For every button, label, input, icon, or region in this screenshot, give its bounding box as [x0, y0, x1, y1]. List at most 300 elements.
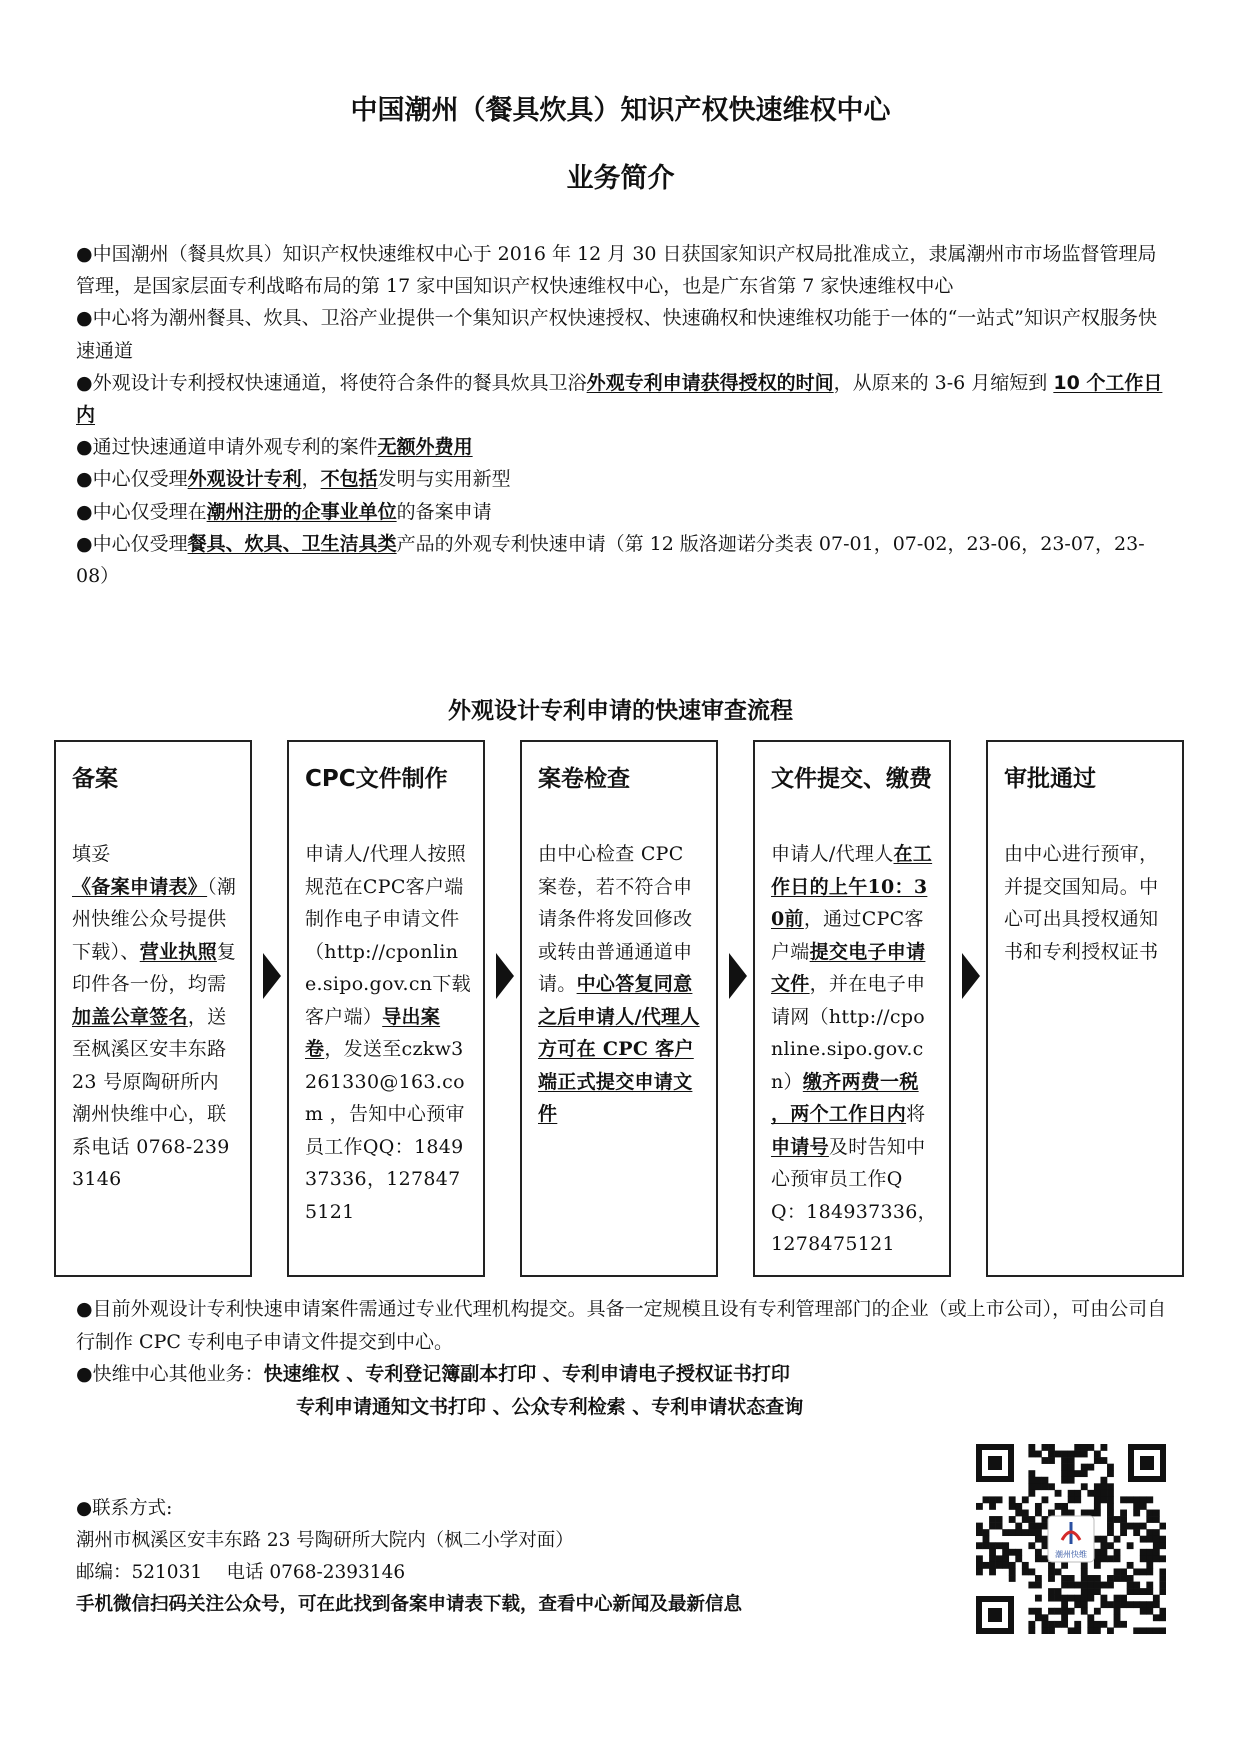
qr-module — [1094, 1608, 1101, 1615]
qr-module — [1087, 1490, 1094, 1497]
qr-module — [1107, 1529, 1114, 1536]
qr-module — [1081, 1595, 1088, 1602]
step-body: 填妥《备案申请表》（潮州快维公众号提供下载）、营业执照复印件各一份，均需加盖公章签名，送至枫溪区安丰东路 23 号原陶研所内潮州快维中心，联系电话 0768-2393146 — [72, 843, 237, 1190]
qr-module — [1146, 1549, 1153, 1556]
qr-module — [1159, 1568, 1166, 1575]
qr-module — [1094, 1457, 1101, 1464]
qr-module — [1061, 1470, 1068, 1477]
qr-module — [989, 1542, 996, 1549]
step-title: 审批通过 — [1004, 766, 1096, 792]
qr-module — [1133, 1523, 1140, 1530]
qr-module — [1153, 1510, 1160, 1517]
qr-module — [1094, 1575, 1101, 1582]
qr-module — [1087, 1614, 1094, 1621]
qr-module — [996, 1542, 1003, 1549]
qr-module — [1028, 1542, 1035, 1549]
qr-module — [1022, 1510, 1029, 1517]
qr-module — [1022, 1529, 1029, 1536]
qr-module — [1035, 1608, 1042, 1615]
qr-module — [1074, 1601, 1081, 1608]
qr-module — [989, 1562, 996, 1569]
qr-module — [1133, 1588, 1140, 1595]
qr-module — [976, 1555, 983, 1562]
qr-module — [1153, 1542, 1160, 1549]
qr-module — [1074, 1490, 1081, 1497]
qr-module — [1094, 1451, 1101, 1458]
qr-module — [1146, 1627, 1153, 1634]
qr-module — [1061, 1510, 1068, 1517]
qr-module — [1015, 1529, 1022, 1536]
qr-module — [1133, 1601, 1140, 1608]
qr-module — [1133, 1529, 1140, 1536]
qr-module — [1035, 1477, 1042, 1484]
qr-module — [1107, 1627, 1114, 1634]
qr-module — [1120, 1568, 1127, 1575]
qr-module — [1114, 1555, 1121, 1562]
intro-paragraph-5: ●中心仅受理外观设计专利，不包括发明与实用新型 — [76, 468, 511, 491]
qr-module — [1048, 1483, 1055, 1490]
qr-module — [1153, 1555, 1160, 1562]
qr-module — [1140, 1608, 1147, 1615]
note-agency-requirement: ●目前外观设计专利快速申请案件需通过专业代理机构提交。具备一定规模且设有专利管理部门的企业（或上市公司），可由公司自行制作 CPC 专利电子申请文件提交到中心。 — [76, 1298, 1167, 1353]
qr-module — [1028, 1627, 1035, 1634]
qr-module — [1068, 1575, 1075, 1582]
step-body: 由中心进行预审，并提交国知局。中心可出具授权通知书和专利授权证书 — [1004, 843, 1159, 963]
qr-module — [1153, 1536, 1160, 1543]
qr-module — [1009, 1529, 1016, 1536]
qr-module — [1074, 1470, 1081, 1477]
qr-module — [1009, 1568, 1016, 1575]
intro-paragraph-1: ●中国潮州（餐具炊具）知识产权快速维权中心于 2016 年 12 月 30 日获国家知识产权局批准成立，隶属潮州市市场监督管理局管理，是国家层面专利战略布局的第 17 家中国知识产权快速维权中心，也是广东省第 7 家快速维权中心 — [76, 243, 1157, 298]
qr-module — [1114, 1621, 1121, 1628]
qr-module — [1081, 1483, 1088, 1490]
qr-module — [1081, 1470, 1088, 1477]
qr-module — [983, 1529, 990, 1536]
qr-module — [1074, 1595, 1081, 1602]
qr-module — [1100, 1457, 1107, 1464]
qr-module — [1061, 1595, 1068, 1602]
qr-module — [1042, 1555, 1049, 1562]
qr-module — [1035, 1503, 1042, 1510]
qr-module — [1081, 1510, 1088, 1517]
qr-module — [1107, 1503, 1114, 1510]
qr-module — [1002, 1555, 1009, 1562]
contact-postcode-phone: 邮编：521031 电话 0768-2393146 — [76, 1562, 406, 1583]
arrow-right-icon — [729, 953, 747, 999]
qr-module — [1042, 1614, 1049, 1621]
qr-module — [1035, 1451, 1042, 1458]
qr-module — [1159, 1582, 1166, 1589]
qr-module — [1133, 1627, 1140, 1634]
qr-module — [1081, 1464, 1088, 1471]
qr-module — [983, 1496, 990, 1503]
qr-module — [1081, 1568, 1088, 1575]
qr-module — [1009, 1575, 1016, 1582]
qr-module — [1100, 1490, 1107, 1497]
qr-module — [1028, 1523, 1035, 1530]
qr-module — [1055, 1595, 1062, 1602]
qr-module — [1081, 1451, 1088, 1458]
qr-module — [1094, 1549, 1101, 1556]
qr-module — [1028, 1582, 1035, 1589]
qr-module — [1009, 1516, 1016, 1523]
qr-module — [1048, 1568, 1055, 1575]
qr-module — [1074, 1444, 1081, 1451]
qr-module — [1022, 1516, 1029, 1523]
qr-module — [1094, 1627, 1101, 1634]
qr-module — [1081, 1582, 1088, 1589]
qr-module — [1159, 1536, 1166, 1543]
qr-module — [1068, 1490, 1075, 1497]
qr-module — [1127, 1542, 1134, 1549]
qr-module — [1146, 1582, 1153, 1589]
qr-module — [1035, 1614, 1042, 1621]
qr-module — [1094, 1621, 1101, 1628]
qr-module — [1081, 1575, 1088, 1582]
qr-module — [1087, 1627, 1094, 1634]
qr-module — [1114, 1608, 1121, 1615]
qr-module — [989, 1516, 996, 1523]
qr-module — [1140, 1549, 1147, 1556]
qr-module — [1140, 1588, 1147, 1595]
qr-module — [996, 1496, 1003, 1503]
qr-module — [1048, 1575, 1055, 1582]
qr-module — [1048, 1595, 1055, 1602]
qr-module — [1015, 1523, 1022, 1530]
qr-module — [1087, 1510, 1094, 1517]
qr-module — [1159, 1588, 1166, 1595]
qr-module — [1153, 1601, 1160, 1608]
qr-module — [1100, 1542, 1107, 1549]
qr-module — [1100, 1483, 1107, 1490]
qr-logo-text: 潮州快维 — [1055, 1550, 1087, 1559]
qr-module — [983, 1562, 990, 1569]
qr-module — [1087, 1621, 1094, 1628]
qr-module — [1068, 1451, 1075, 1458]
qr-module — [1094, 1483, 1101, 1490]
qr-module — [1094, 1588, 1101, 1595]
qr-module — [1042, 1523, 1049, 1530]
qr-module — [1087, 1588, 1094, 1595]
qr-module — [976, 1542, 983, 1549]
qr-module — [1120, 1601, 1127, 1608]
qr-module — [1035, 1549, 1042, 1556]
qr-module — [1087, 1582, 1094, 1589]
intro-paragraph-3: ●外观设计专利授权快速通道，将使符合条件的餐具炊具卫浴外观专利申请获得授权的时间，从原来的 3-6 月缩短到 10 个工作日内 — [76, 371, 1163, 427]
intro-paragraph-7: ●中心仅受理餐具、炊具、卫生洁具类产品的外观专利快速申请（第 12 版洛迦诺分类表 07-01，07-02，23-06，23-07，23-08） — [76, 532, 1145, 588]
qr-module — [1100, 1582, 1107, 1589]
qr-module — [1028, 1608, 1035, 1615]
qr-module — [1094, 1490, 1101, 1497]
qr-module — [1015, 1549, 1022, 1556]
qr-module — [1068, 1582, 1075, 1589]
qr-module — [1061, 1582, 1068, 1589]
contact-address: 潮州市枫溪区安丰东路 23 号陶研所大院内（枫二小学对面） — [76, 1530, 574, 1551]
qr-module — [1140, 1523, 1147, 1530]
qr-module — [1140, 1627, 1147, 1634]
arrow-right-icon — [496, 953, 514, 999]
qr-module — [1048, 1562, 1055, 1569]
qr-module — [1009, 1496, 1016, 1503]
flow-step-approved — [986, 740, 1184, 1277]
qr-module — [1107, 1516, 1114, 1523]
qr-module — [1035, 1555, 1042, 1562]
qr-module — [1022, 1568, 1029, 1575]
qr-module — [1002, 1562, 1009, 1569]
qr-module — [1140, 1503, 1147, 1510]
qr-module — [1048, 1451, 1055, 1458]
qr-module — [1055, 1588, 1062, 1595]
flow-step-cpc-document — [287, 740, 485, 1277]
qr-module — [1002, 1549, 1009, 1556]
step-title: 文件提交、缴费 — [771, 766, 932, 792]
qr-module — [1146, 1568, 1153, 1575]
intro-section — [76, 238, 1172, 592]
qr-module — [1048, 1627, 1055, 1634]
qr-module — [1015, 1510, 1022, 1517]
notes-section — [76, 1293, 1172, 1391]
qr-module — [1042, 1542, 1049, 1549]
qr-module — [1100, 1536, 1107, 1543]
qr-module — [1153, 1549, 1160, 1556]
step-title: 备案 — [72, 766, 118, 792]
qr-module — [1022, 1496, 1029, 1503]
qr-module — [1094, 1510, 1101, 1517]
qr-module — [1048, 1457, 1055, 1464]
qr-module — [1055, 1568, 1062, 1575]
qr-module — [1074, 1627, 1081, 1634]
qr-module — [1087, 1444, 1094, 1451]
arrow-right-icon — [263, 953, 281, 999]
qr-module — [1120, 1496, 1127, 1503]
qr-module — [996, 1562, 1003, 1569]
qr-module — [1028, 1470, 1035, 1477]
step-body: 申请人/代理人按照规范在CPC客户端制作电子申请文件（http://cponline.sipo.gov.cn下载客户端）导出案卷，发送至czkw3261330@163.com ，告知中心预审员工作QQ：184937336，1278475121 — [305, 843, 471, 1223]
qr-module — [996, 1516, 1003, 1523]
qr-module — [1120, 1595, 1127, 1602]
qr-module — [1159, 1608, 1166, 1615]
qr-module — [1048, 1621, 1055, 1628]
qr-module — [1074, 1621, 1081, 1628]
qr-module — [1114, 1601, 1121, 1608]
qr-module — [1146, 1496, 1153, 1503]
qr-module — [1035, 1536, 1042, 1543]
qr-module — [1042, 1483, 1049, 1490]
qr-module — [1153, 1627, 1160, 1634]
qr-module — [1055, 1503, 1062, 1510]
note-other-services: ●快维中心其他业务：快速维权 、专利登记簿副本打印 、专利申请电子授权证书打印 — [76, 1363, 790, 1385]
qr-module — [1081, 1608, 1088, 1615]
qr-module — [1068, 1477, 1075, 1484]
qr-module — [1055, 1490, 1062, 1497]
qr-module — [1133, 1568, 1140, 1575]
qr-module — [1107, 1582, 1114, 1589]
qr-module — [1159, 1614, 1166, 1621]
qr-module — [1061, 1621, 1068, 1628]
qr-module — [1107, 1575, 1114, 1582]
flow-step-filing — [54, 740, 252, 1277]
qr-module — [1042, 1457, 1049, 1464]
qr-module — [1133, 1503, 1140, 1510]
qr-module — [1133, 1510, 1140, 1517]
qr-module — [1087, 1595, 1094, 1602]
arrow-right-icon — [962, 953, 980, 999]
qr-module — [1120, 1575, 1127, 1582]
page-subtitle: 业务简介 — [566, 163, 675, 194]
qr-module — [1127, 1523, 1134, 1530]
qr-module — [1042, 1621, 1049, 1628]
qr-module — [1127, 1582, 1134, 1589]
qr-module — [1107, 1490, 1114, 1497]
qr-module — [1153, 1529, 1160, 1536]
qr-module — [1146, 1529, 1153, 1536]
qr-module — [1061, 1562, 1068, 1569]
qr-module — [1015, 1503, 1022, 1510]
qr-module — [1120, 1621, 1127, 1628]
qr-module — [1107, 1555, 1114, 1562]
qr-module — [1146, 1588, 1153, 1595]
qr-module — [1028, 1529, 1035, 1536]
qr-module — [976, 1503, 983, 1510]
qr-module — [1107, 1601, 1114, 1608]
qr-module — [996, 1523, 1003, 1530]
intro-paragraph-4: ●通过快速通道申请外观专利的案件无额外费用 — [76, 436, 473, 459]
qr-module — [1061, 1614, 1068, 1621]
qr-module — [1114, 1575, 1121, 1582]
qr-module — [1042, 1516, 1049, 1523]
qr-module — [1100, 1477, 1107, 1484]
qr-module — [1114, 1536, 1121, 1543]
qr-module — [1061, 1464, 1068, 1471]
qr-module — [1048, 1588, 1055, 1595]
other-services-line-2: 专利申请通知文书打印 、公众专利检索 、专利申请状态查询 — [296, 1396, 804, 1418]
qr-module — [1146, 1555, 1153, 1562]
qr-module — [1127, 1575, 1134, 1582]
qr-module — [1140, 1555, 1147, 1562]
qr-module — [1153, 1595, 1160, 1602]
qr-module — [1068, 1496, 1075, 1503]
qr-module — [1120, 1523, 1127, 1530]
qr-module — [989, 1549, 996, 1556]
qr-module — [1100, 1444, 1107, 1451]
qr-module — [1159, 1555, 1166, 1562]
qr-module — [1035, 1523, 1042, 1530]
qr-module — [1035, 1529, 1042, 1536]
qr-module — [1127, 1588, 1134, 1595]
qr-module — [1009, 1503, 1016, 1510]
qr-module — [1042, 1627, 1049, 1634]
qr-module — [1140, 1601, 1147, 1608]
qr-module — [1107, 1510, 1114, 1517]
qr-module — [1028, 1451, 1035, 1458]
qr-module — [1146, 1510, 1153, 1517]
qr-module — [1127, 1562, 1134, 1569]
qr-module — [1061, 1451, 1068, 1458]
qr-module — [1022, 1562, 1029, 1569]
step-title: 案卷检查 — [538, 766, 630, 792]
qr-module — [1107, 1470, 1114, 1477]
qr-module — [1042, 1477, 1049, 1484]
intro-paragraph-6: ●中心仅受理在潮州注册的企事业单位的备案申请 — [76, 500, 492, 523]
qr-module — [1061, 1503, 1068, 1510]
qr-module — [1100, 1601, 1107, 1608]
flow-step-submit-pay — [753, 740, 951, 1277]
qr-module — [1140, 1536, 1147, 1543]
qr-module — [1107, 1542, 1114, 1549]
qr-module — [1009, 1562, 1016, 1569]
qr-module — [1068, 1464, 1075, 1471]
step-body: 申请人/代理人在工作日的上午10：30前，通过CPC客户端提交电子申请文件，并在电子申请网（http://cponline.sipo.gov.cn）缴齐两费一税 ，两个工作日内将申请号及时告知中心预审员工作QQ：184937336，1278475121 — [771, 843, 937, 1255]
qr-module — [1068, 1608, 1075, 1615]
qr-module — [1107, 1523, 1114, 1530]
qr-module — [1100, 1595, 1107, 1602]
qr-module — [976, 1562, 983, 1569]
qr-module — [1140, 1496, 1147, 1503]
qr-module — [1068, 1457, 1075, 1464]
qr-module — [1035, 1575, 1042, 1582]
qr-module — [1002, 1542, 1009, 1549]
qr-module — [1153, 1516, 1160, 1523]
page-title: 中国潮州（餐具炊具）知识产权快速维权中心 — [350, 95, 891, 126]
qr-module — [1133, 1496, 1140, 1503]
step-body: 由中心检查 CPC 案卷，若不符合申请条件将发回修改或转由普通通道申请。中心答复同意之后申请人/代理人方可在 CPC 客户端正式提交申请文件 — [538, 843, 700, 1125]
qr-module — [983, 1536, 990, 1543]
qr-module — [1146, 1601, 1153, 1608]
qr-module — [976, 1523, 983, 1530]
qr-module — [1127, 1496, 1134, 1503]
qr-module — [1159, 1627, 1166, 1634]
qr-module — [1140, 1568, 1147, 1575]
flow-step-case-check — [520, 740, 718, 1277]
qr-module — [1127, 1601, 1134, 1608]
qr-module — [1061, 1608, 1068, 1615]
qr-module — [989, 1496, 996, 1503]
qr-module — [1133, 1582, 1140, 1589]
flow-title: 外观设计专利申请的快速审查流程 — [448, 698, 793, 724]
qr-module — [976, 1529, 983, 1536]
qr-module — [1107, 1483, 1114, 1490]
qr-module — [983, 1542, 990, 1549]
qr-module — [1146, 1516, 1153, 1523]
qr-module — [1048, 1510, 1055, 1517]
qr-module — [1035, 1483, 1042, 1490]
qr-module — [1114, 1614, 1121, 1621]
qr-module — [989, 1568, 996, 1575]
qr-module — [1035, 1595, 1042, 1602]
qr-module — [1094, 1555, 1101, 1562]
qr-module — [1100, 1621, 1107, 1628]
qr-module — [1159, 1542, 1166, 1549]
qr-module — [1042, 1496, 1049, 1503]
qr-module — [1042, 1536, 1049, 1543]
qr-module — [976, 1568, 983, 1575]
qr-module — [1028, 1490, 1035, 1497]
contact-label: ●联系方式: — [76, 1498, 173, 1519]
qr-module — [1061, 1575, 1068, 1582]
qr-module — [1061, 1457, 1068, 1464]
qr-module — [1094, 1536, 1101, 1543]
wechat-qr-code-icon[interactable] — [976, 1444, 1166, 1634]
qr-module — [1061, 1477, 1068, 1484]
qr-module — [1068, 1595, 1075, 1602]
qr-module — [1081, 1562, 1088, 1569]
qr-module — [1094, 1496, 1101, 1503]
qr-module — [1028, 1621, 1035, 1628]
qr-module — [1100, 1496, 1107, 1503]
qr-module — [1061, 1601, 1068, 1608]
qr-module — [1042, 1444, 1049, 1451]
qr-module — [989, 1555, 996, 1562]
